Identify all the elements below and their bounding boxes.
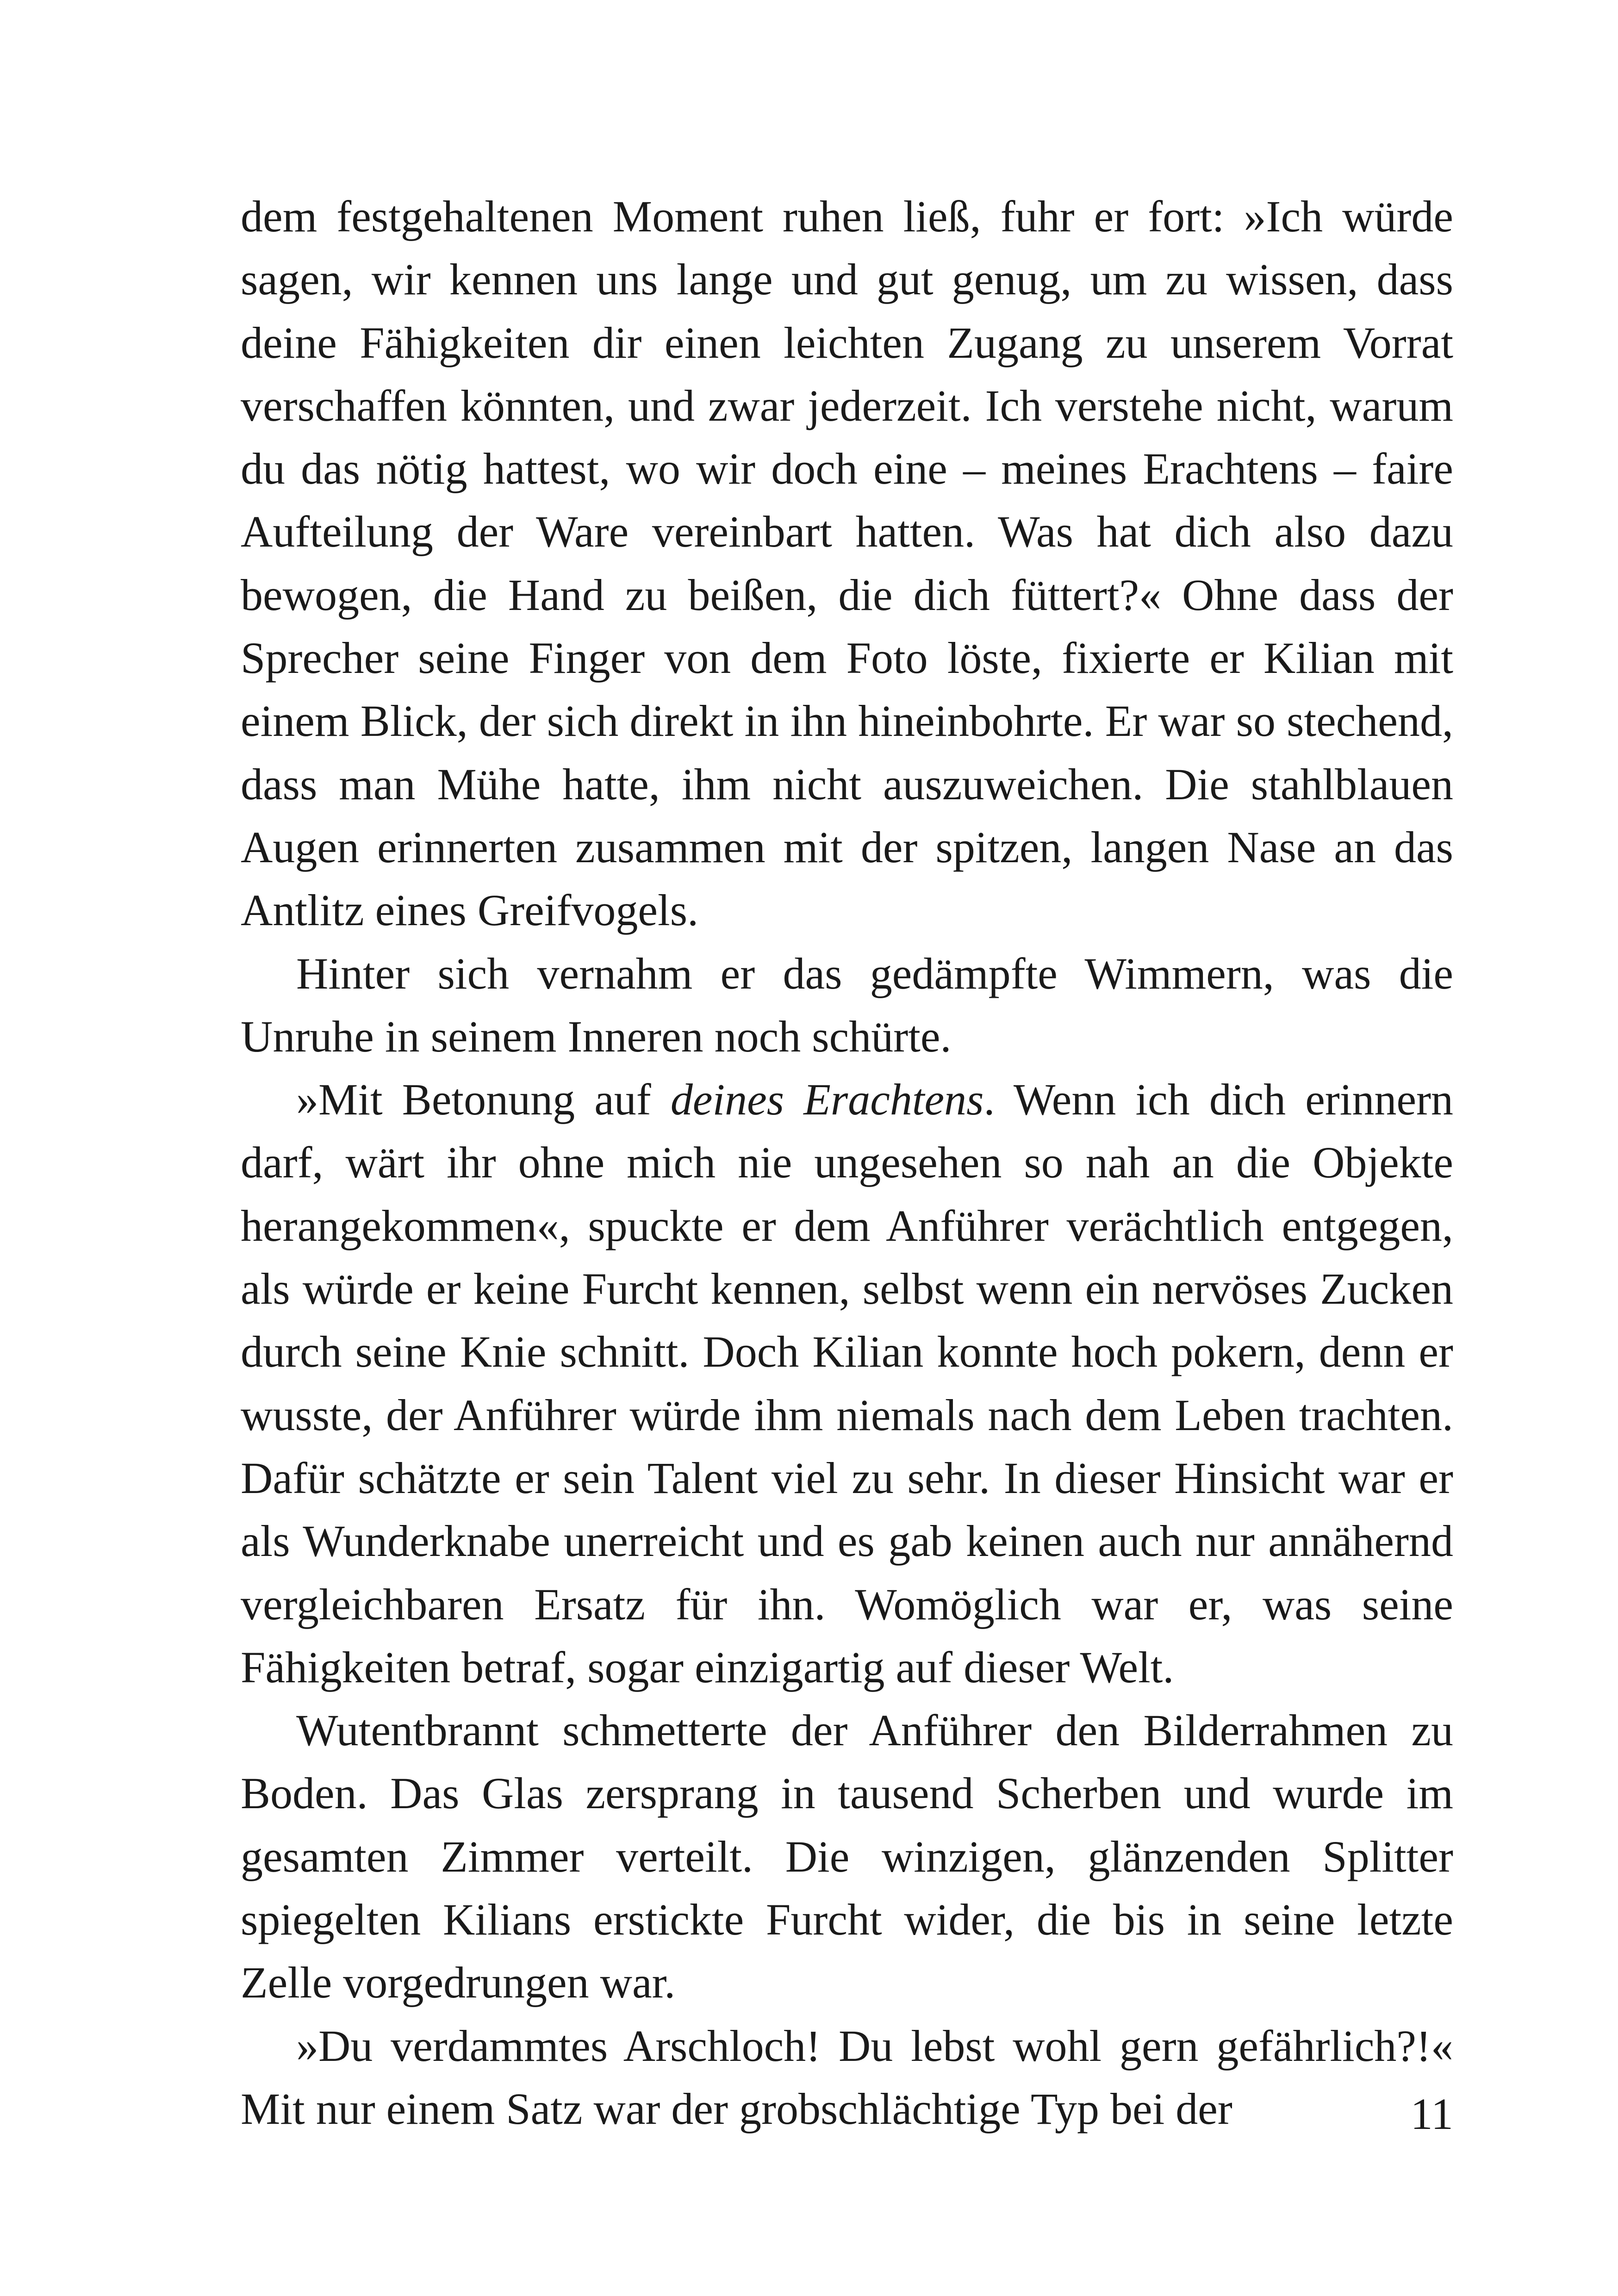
paragraph-3-rest: . Wenn ich dich erinnern darf, wärt ihr ohne mich nie ungesehen so nah an die Objekte herangekommen«, spuckte er dem Anführer verächtlich entgegen, als würde er keine Furcht kennen, selbst wenn ein nervöses Zucken durch seine Knie schnitt. Doch Kilian konnte hoch pokern, denn er wusste, der Anführer würde ihm niemals nach dem Leben trachten. Dafür schätzte er sein Talent viel zu sehr. In dieser Hinsicht war er als Wunderknabe unerreicht und es gab keinen auch nur annähernd vergleichbaren Ersatz für ihn. Womöglich war er, was seine Fähigkeiten betraf, sogar einzigartig auf dieser Welt. (241, 1075, 1454, 1692)
paragraph-3 (241, 1068, 1453, 1699)
body-text (241, 185, 1453, 2140)
paragraph-4: Wutentbrannt schmetterte der Anführer den Bilderrahmen zu Boden. Das Glas zersprang in tausend Scherben und wurde im gesamten Zimmer verteilt. Die winzigen, glänzenden Splitter spiegelten Kilians erstickte Furcht wider, die bis in seine letzte Zelle vorgedrungen war. (241, 1705, 1453, 2008)
paragraph-5: »Du verdammtes Arschloch! Du lebst wohl gern gefährlich?!« Mit nur einem Satz war der grobschlächtige Typ bei der (241, 2021, 1453, 2134)
paragraph-2: Hinter sich vernahm er das gedämpfte Wimmern, was die Unruhe in seinem Inneren noch schürte. (241, 948, 1453, 1061)
paragraph-3-lead: »Mit Betonung auf (296, 1075, 671, 1125)
paragraph-1: dem festgehaltenen Moment ruhen ließ, fuhr er fort: »Ich würde sagen, wir kennen uns lange und gut genug, um zu wissen, dass deine Fähigkeiten dir einen leichten Zugang zu unserem Vorrat verschaffen könnten, und zwar jederzeit. Ich verstehe nicht, warum du das nötig hattest, wo wir doch eine – meines Erachtens – faire Aufteilung der Ware vereinbart hatten. Was hat dich also dazu bewogen, die Hand zu beißen, die dich füttert?« Ohne dass der Sprecher seine Finger von dem Foto löste, fixierte er Kilian mit einem Blick, der sich direkt in ihn hineinbohrte. Er war so stechend, dass man Mühe hatte, ihm nicht auszuweichen. Die stahlblauen Augen erinnerten zusammen mit der spitzen, langen Nase an das Antlitz eines Greifvogels. (241, 192, 1453, 935)
page-number: 11 (1410, 2089, 1453, 2139)
emphasis-text: deines Erachtens (670, 1075, 984, 1125)
